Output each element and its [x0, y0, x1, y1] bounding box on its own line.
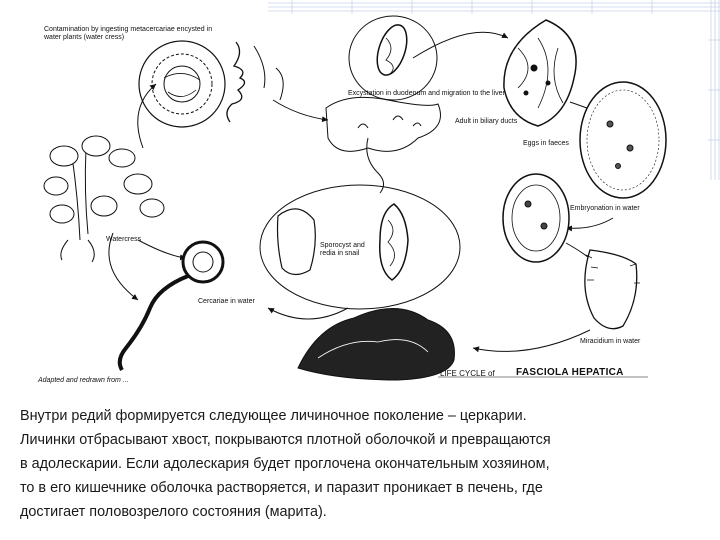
human-host-profile	[227, 42, 245, 122]
caption-line: достигает половозрелого состояния (марита).	[20, 504, 327, 520]
caption-line: Личинки отбрасывают хвост, покрываются плотной оболочкой и превращаются	[20, 432, 551, 448]
label-contamination: Contamination by ingesting metacercariae encysted in water plants (water cress)	[44, 26, 213, 41]
diagram-title-prefix: LIFE CYCLE of	[440, 369, 495, 378]
arrow-to-adult	[413, 32, 508, 58]
watercress-plant	[44, 136, 164, 262]
caption-line: в адолескарии. Если адолескария будет проглочена окончательным хозяином,	[20, 456, 550, 472]
label-embryonation: Embryonation in water	[570, 205, 640, 212]
caption-text	[20, 404, 710, 524]
label-adult: Adult in biliary ducts	[455, 118, 518, 125]
miracidium	[585, 250, 640, 329]
adult-fluke	[504, 20, 576, 126]
snail	[298, 308, 454, 380]
label-miracidium: Miracidium in water	[580, 338, 641, 345]
label-sporocyst: Sporocyst and redia in snail	[320, 242, 365, 257]
liver-sketch	[326, 97, 441, 193]
label-cercariae: Cercariae in water	[198, 298, 255, 305]
label-watercress: Watercress	[106, 236, 142, 243]
caption-line: Внутри редий формируется следующее личиночное поколение – церкарии.	[20, 408, 527, 424]
caption-line: то в его кишечнике оболочка растворяется, и паразит проникает в печень, где	[20, 480, 543, 496]
label-eggs: Eggs in faeces	[523, 140, 569, 147]
metacercaria-cyst	[139, 41, 225, 127]
embryonating-egg	[503, 174, 569, 262]
fluke-egg	[580, 82, 666, 198]
life-cycle-diagram	[18, 8, 698, 390]
label-excystation: Excystation in duodenum and migration to the liver	[348, 90, 505, 97]
life-cycle-illustration	[18, 8, 698, 390]
juvenile-in-duodenum	[349, 16, 437, 100]
diagram-credit: Adapted and redrawn from ...	[38, 377, 129, 384]
cercaria	[120, 242, 223, 370]
diagram-title-species: FASCIOLA HEPATICA	[516, 367, 624, 378]
